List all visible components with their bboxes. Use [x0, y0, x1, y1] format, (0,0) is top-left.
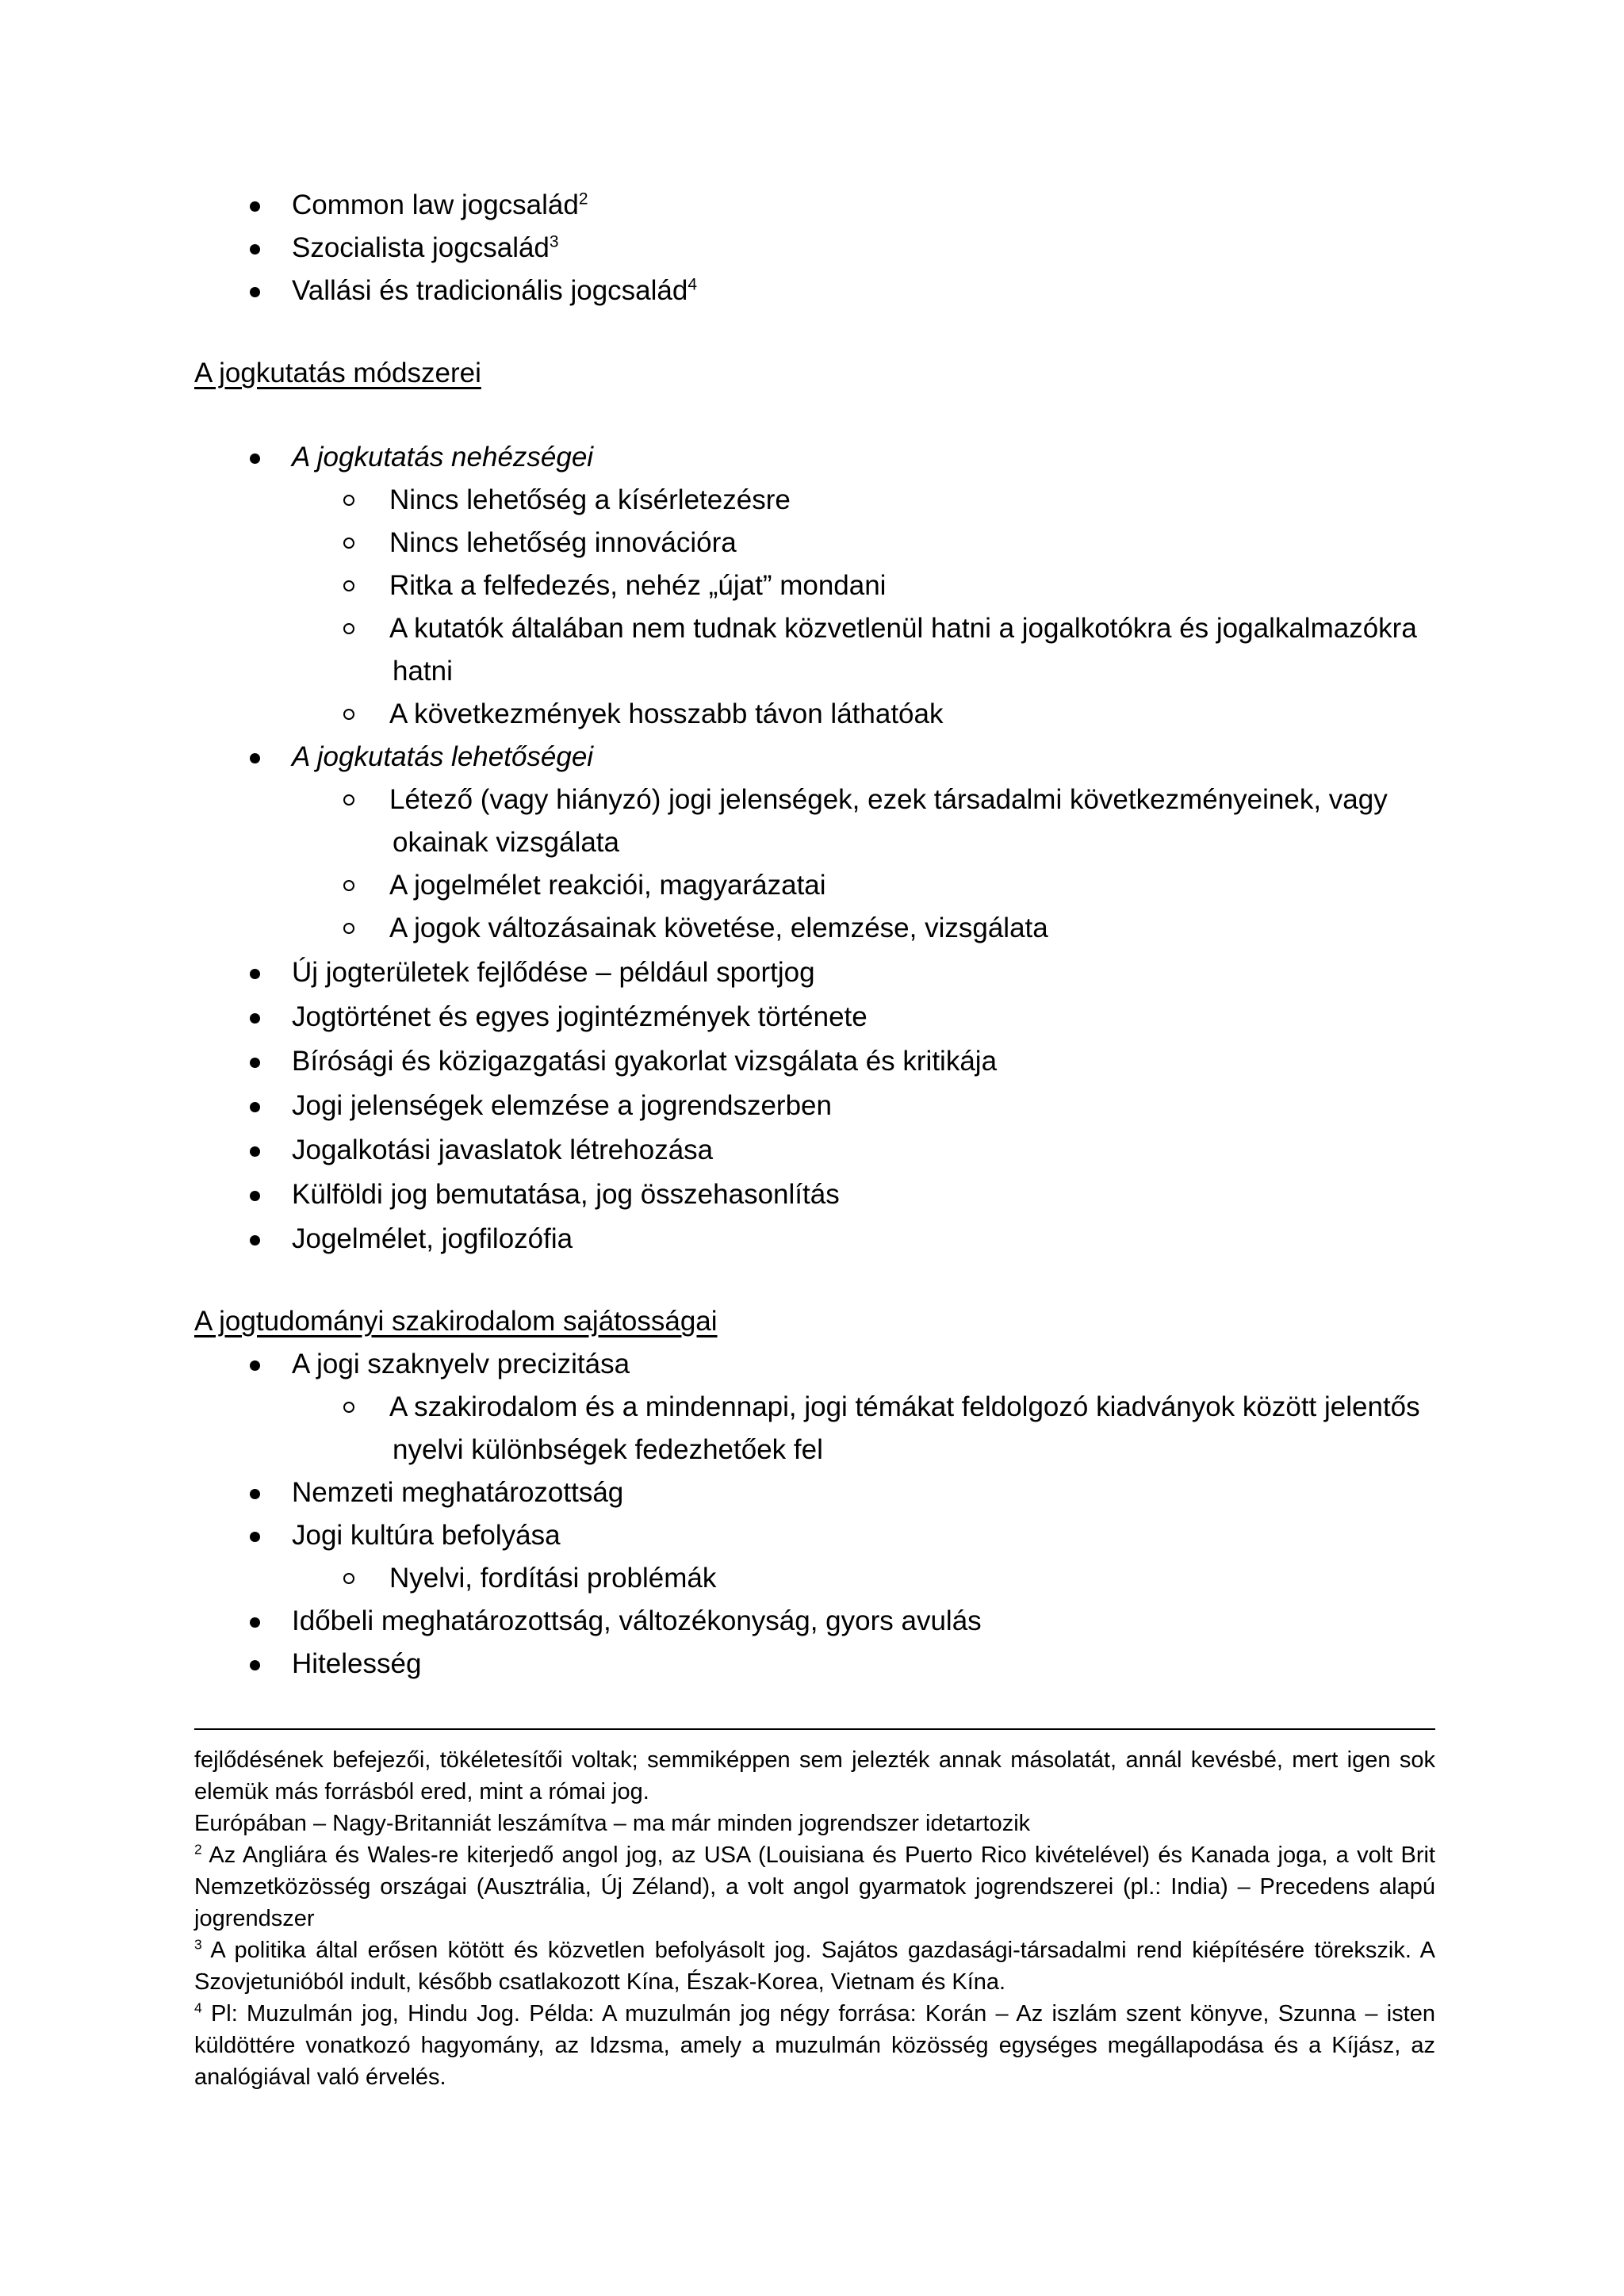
list-item: A jogi szaknyelv precizitása [194, 1343, 1439, 1386]
sub-list-item: Ritka a felfedezés, nehéz „újat” mondani [194, 564, 1439, 607]
sub-list-item: Nincs lehetőség innovációra [194, 522, 1439, 564]
sub-list-item: Nincs lehetőség a kísérletezésre [194, 479, 1439, 522]
list-item: Időbeli meghatározottság, változékonyság, gyors avulás [194, 1600, 1439, 1643]
list-item: Jogalkotási javaslatok létrehozása [194, 1129, 1439, 1172]
document-body [194, 184, 1439, 1686]
footnote-ref[interactable]: 3 [549, 232, 559, 251]
footnote-separator [194, 1728, 1435, 1730]
sub-list-item: A következmények hosszabb távon láthatóak [194, 693, 1439, 736]
list-item: Szocialista jogcsalád$^3$ [194, 227, 1439, 270]
list-item: A jogkutatás lehetőségei [194, 736, 1439, 779]
list-item: Jogtörténet és egyes jogintézmények története [194, 996, 1439, 1039]
list-item: Jogelmélet, jogfilozófia [194, 1218, 1439, 1261]
sub-list-item: A kutatók általában nem tudnak közvetlenül hatni a jogalkotókra és jogalkalmazókra hatni [194, 607, 1439, 693]
footnotes [194, 1744, 1435, 2093]
footnote-continued: fejlődésének befejezői, tökéletesítői voltak; semmiképpen sem jelezték annak másolatát, annál kevésbé, mert igen sok elemük más forrásból ered, mint a római jog. [194, 1747, 1435, 1804]
sub-list-item: Létező (vagy hiányzó) jogi jelenségek, ezek társadalmi következményeinek, vagy okainak vizsgálata [194, 779, 1439, 864]
list-item: Vallási és tradicionális jogcsalád$^4$ [194, 270, 1439, 312]
sub-list-item: Nyelvi, fordítási problémák [194, 1557, 1439, 1600]
list-item: Új jogterületek fejlődése – például sportjog [194, 951, 1439, 994]
footnote-continued: Európában – Nagy-Britanniát leszámítva – ma már minden jogrendszer idetartozik [194, 1811, 1031, 1836]
section-heading: A jogtudományi szakirodalom sajátosságai [194, 1306, 718, 1337]
list-item: Hitelesség [194, 1643, 1439, 1686]
footnote-4: $^4$ Pl: Muzulmán jog, Hindu Jog. Példa: A muzulmán jog négy forrása: Korán – Az iszlám szent könyve, Szunna – isten küldöttére vonatkozó hagyomány, az Idzsma, amely a muzulmán közösség egységes megállapodása és a Kíjász, az analógiával való érvelés. [194, 1999, 1435, 2090]
sub-list-item: A jogok változásainak követése, elemzése, vizsgálata [194, 907, 1439, 950]
sub-list-item: A szakirodalom és a mindennapi, jogi témákat feldolgozó kiadványok között jelentős nyelvi különbségek fedezhetőek fel [194, 1386, 1439, 1471]
legal-families-list [194, 184, 1439, 312]
footnote-mark: 3 [194, 1936, 202, 1953]
list-item: Külföldi jog bemutatása, jog összehasonlítás [194, 1173, 1439, 1216]
footnote-ref[interactable]: 2 [578, 189, 588, 209]
research-methods-list [194, 436, 1439, 1261]
sub-list-item: A jogelmélet reakciói, magyarázatai [194, 864, 1439, 907]
footnote-2: $^2$ Az Angliára és Wales-re kiterjedő angol jog, az USA (Louisiana és Puerto Rico kivételével) és Kanada joga, a volt Brit Nemzetközösség országai (Ausztrália, Új Zéland), a volt angol gyarmatok jogrendszerei (pl.: India) – Precedens alapú jogrendszer [194, 1841, 1435, 1931]
footnote-3: $^3$ A politika által erősen kötött és közvetlen befolyásolt jog. Sajátos gazdasági-társadalmi rend kiépítésére törekszik. A Szovjetunióból indult, később csatlakozott Kína, Észak-Korea, Vietnam és Kína. [194, 1936, 1435, 1995]
footnote-ref[interactable]: 4 [688, 275, 698, 294]
literature-features-list [194, 1343, 1439, 1686]
list-item: Nemzeti meghatározottság [194, 1471, 1439, 1514]
footnote-mark: 4 [194, 1999, 202, 2016]
list-item: Common law jogcsalád$^2$ [194, 184, 1439, 227]
list-item: Bírósági és közigazgatási gyakorlat vizsgálata és kritikája [194, 1040, 1439, 1083]
list-item: A jogkutatás nehézségei [194, 436, 1439, 479]
section-heading: A jogkutatás módszerei [194, 358, 481, 388]
list-item: Jogi kultúra befolyása [194, 1514, 1439, 1557]
footnote-mark: 2 [194, 1841, 202, 1858]
list-item: Jogi jelenségek elemzése a jogrendszerben [194, 1085, 1439, 1127]
